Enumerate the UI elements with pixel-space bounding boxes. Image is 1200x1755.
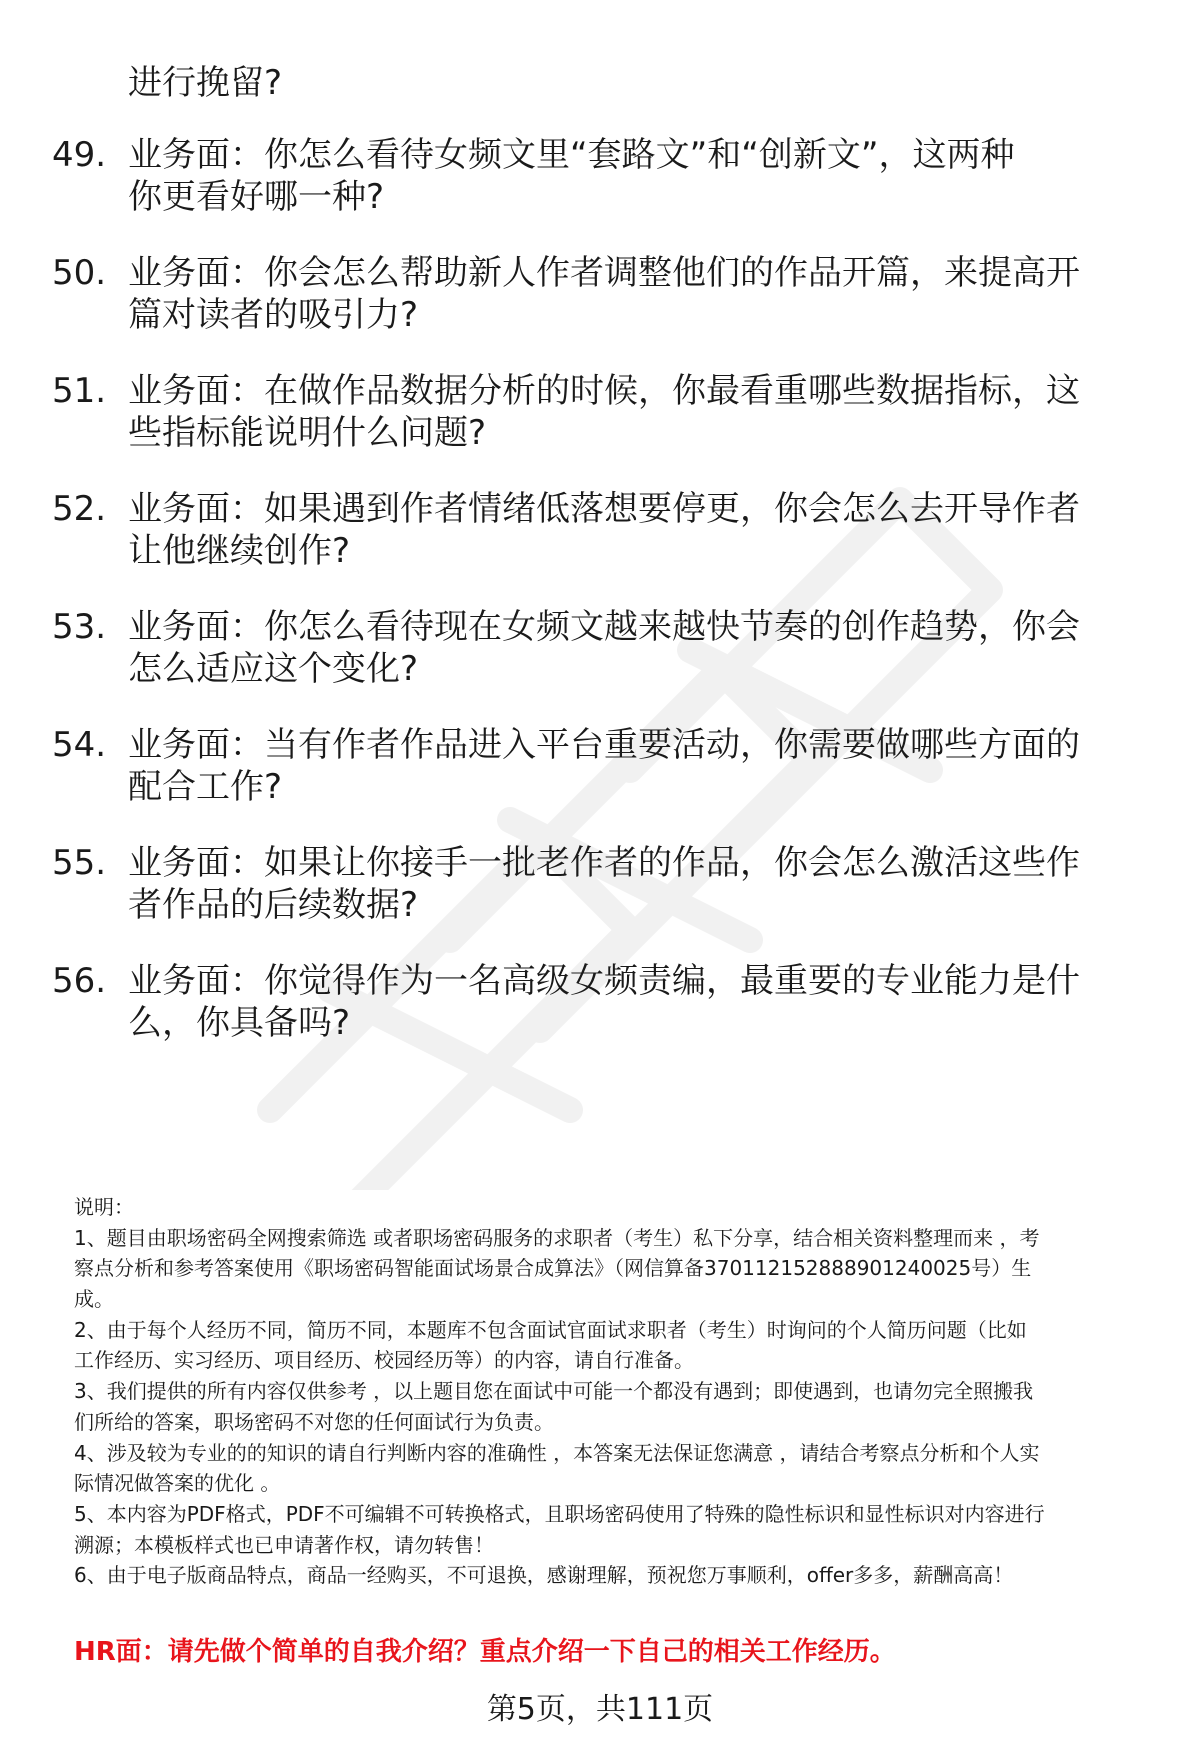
note-line: 际情况做答案的优化 。 <box>74 1471 281 1496</box>
question-text-line: 让他继续创作? <box>128 531 351 571</box>
note-line: 6、由于电子版商品特点，商品一经购买，不可退换，感谢理解，预祝您万事顺利，offer多多，薪酬高高！ <box>74 1563 1014 1588</box>
question-text-line: 业务面：你怎么看待现在女频文越来越快节奏的创作趋势，你会 <box>128 607 1080 647</box>
question-text-line: 业务面：你会怎么帮助新人作者调整他们的作品开篇，来提高开 <box>128 253 1080 293</box>
note-line: 察点分析和参考答案使用《职场密码智能面试场景合成算法》（网信算备370112152888901240025号）生 <box>74 1256 1032 1281</box>
question-text-line: 些指标能说明什么问题? <box>128 413 487 453</box>
question-continuation: 进行挽留? <box>128 63 283 103</box>
note-line: 2、由于每个人经历不同，简历不同，本题库不包含面试官面试求职者（考生）时询问的个人简历问题（比如 <box>74 1317 1027 1342</box>
note-line: 溯源；本模板样式也已申请著作权，请勿转售！ <box>74 1532 494 1557</box>
question-number: 51. <box>52 371 107 411</box>
question-text-line: 么，你具备吗? <box>128 1003 351 1043</box>
note-line: 成。 <box>74 1287 114 1312</box>
question-text-line: 业务面：在做作品数据分析的时候，你最看重哪些数据指标，这 <box>128 371 1080 411</box>
page-number: 第5页，共111页 <box>486 1692 714 1727</box>
notes-section <box>74 1192 1164 1591</box>
note-line: 4、涉及较为专业的的知识的请自行判断内容的准确性 ，本答案无法保证您满意 ，请结合考察点分析和个人实 <box>74 1440 1040 1465</box>
watermark-graphic <box>210 470 1030 1190</box>
question-text-line: 业务面：你怎么看待女频文里“套路文”和“创新文”，这两种 <box>128 135 1015 175</box>
question-number: 56. <box>52 961 107 1001</box>
question-text-line: 业务面：你觉得作为一名高级女频责编，最重要的专业能力是什 <box>128 961 1080 1001</box>
note-line: 们所给的答案，职场密码不对您的任何面试行为负责。 <box>74 1409 554 1434</box>
question-number: 49. <box>52 135 107 175</box>
note-line: 1、题目由职场密码全网搜索筛选 或者职场密码服务的求职者（考生）私下分享，结合相关资料整理而来 ，考 <box>74 1225 1040 1250</box>
question-text-line: 怎么适应这个变化? <box>128 649 419 689</box>
question-text-line: 业务面：如果遇到作者情绪低落想要停更，你会怎么去开导作者 <box>128 489 1080 529</box>
question-text-line: 篇对读者的吸引力? <box>128 295 419 335</box>
question-text-line: 业务面：当有作者作品进入平台重要活动，你需要做哪些方面的 <box>128 725 1080 765</box>
question-text-line: 者作品的后续数据? <box>128 885 419 925</box>
question-number: 53. <box>52 607 107 647</box>
note-line: 3、我们提供的所有内容仅供参考 ，以上题目您在面试中可能一个都没有遇到；即使遇到，也请勿完全照搬我 <box>74 1379 1034 1404</box>
question-number: 55. <box>52 843 107 883</box>
question-text-line: 你更看好哪一种? <box>128 177 385 217</box>
question-number: 52. <box>52 489 107 529</box>
note-line: 工作经历、实习经历、项目经历、校园经历等）的内容，请自行准备。 <box>74 1348 694 1373</box>
question-number: 50. <box>52 253 107 293</box>
question-number: 54. <box>52 725 107 765</box>
question-text-line: 配合工作? <box>128 767 283 807</box>
hr-question: HR面：请先做个简单的自我介绍？重点介绍一下自己的相关工作经历。 <box>74 1637 896 1667</box>
question-text-line: 业务面：如果让你接手一批老作者的作品，你会怎么激活这些作 <box>128 843 1080 883</box>
notes-heading: 说明： <box>74 1195 134 1219</box>
note-line: 5、本内容为PDF格式，PDF不可编辑不可转换格式，且职场密码使用了特殊的隐性标识和显性标识对内容进行 <box>74 1501 1045 1526</box>
